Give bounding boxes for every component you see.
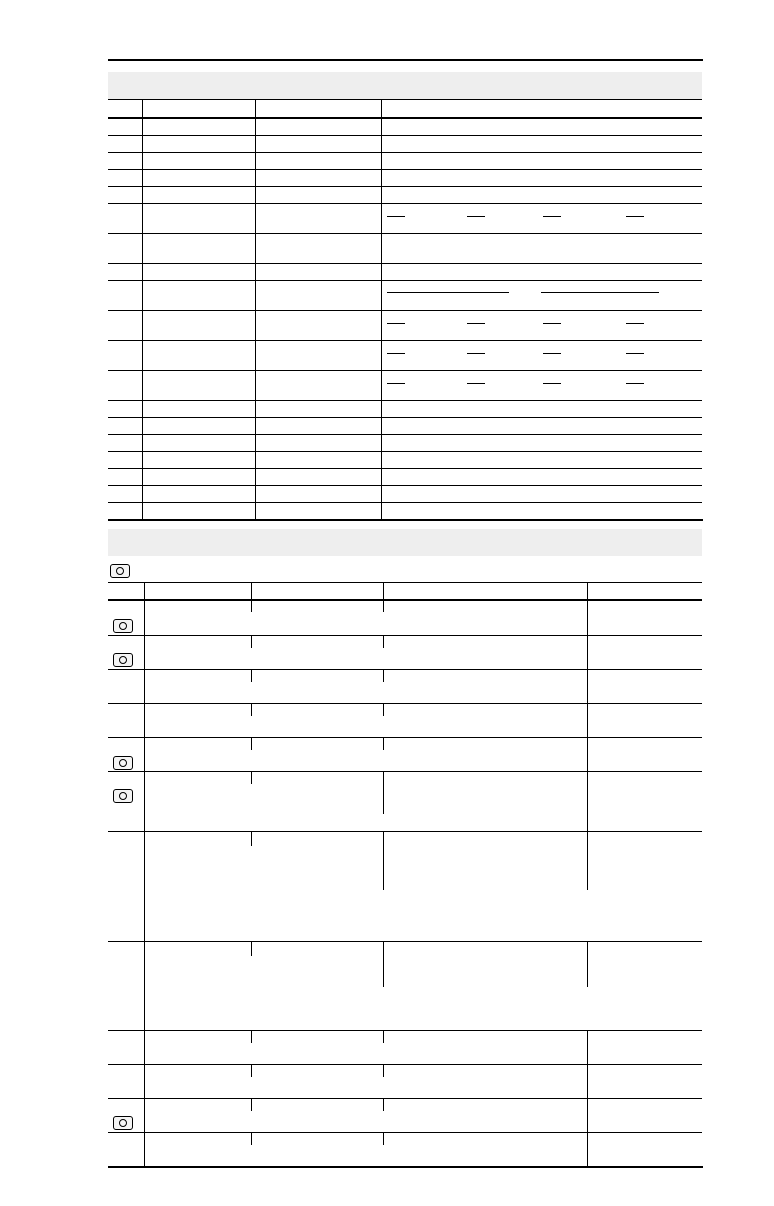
table-1-row-line [108,186,702,187]
table-1-row-line [108,417,702,418]
table-1-col-divider [255,99,256,519]
blank-underline [543,353,561,354]
table-2-header-divider [587,582,588,599]
table-1-header-bottom [108,117,702,119]
table-2-cell-tick [251,1132,252,1145]
table-2-header-divider [144,582,145,599]
table-2-cell-divider [587,771,588,831]
table-1-row-line [108,451,702,452]
table-2-cell-tick [383,1064,384,1077]
table-2-bottom-rule [108,1166,703,1168]
table-2-cell-tick [251,1030,252,1043]
table-2-row-line [108,703,702,704]
table-2-row-line [108,941,702,942]
gear-icon [113,789,133,803]
table-2-col-divider [144,599,145,1167]
table-1-row-line [108,310,702,311]
table-2-row-line [108,737,702,738]
table-2-cell-tick [251,737,252,750]
blank-underline [467,323,485,324]
blank-underline [467,353,485,354]
table-1-row-line [108,370,702,371]
blank-underline [626,353,644,354]
table-2-cell-divider [383,771,384,814]
table-2-row-line [108,635,702,636]
blank-underline [543,216,561,217]
table-1-row-line [108,468,702,469]
gear-icon [113,1116,133,1130]
gear-icon [110,564,130,578]
table-1-row-line [108,263,702,264]
table-2-row-line [108,831,702,832]
blank-underline [543,383,561,384]
table-2-cell-divider [383,941,384,987]
table-2-cell-divider [383,831,384,890]
table-2-header-bottom [108,599,702,601]
table-2-cell-divider [587,703,588,737]
table-2-cell-tick [383,1132,384,1145]
table-2-cell-tick [383,1030,384,1043]
table-2-cell-tick [251,771,252,784]
gear-icon [113,756,133,770]
table-2-cell-tick [251,669,252,682]
table-2-cell-divider [587,1030,588,1064]
table-2-cell-divider [587,669,588,703]
table-2-header-divider [383,582,384,599]
table-2-cell-divider [587,1132,588,1166]
blank-underline-long [387,292,509,293]
blank-underline [543,323,561,324]
table-2-row-line [108,669,702,670]
table-1-row-line [108,502,702,503]
table-2-cell-tick [383,635,384,648]
blank-underline [626,216,644,217]
blank-underline [626,383,644,384]
table-1-row-line [108,340,702,341]
table-2-cell-divider [587,599,588,635]
table-2-cell-divider [587,635,588,669]
table-2-cell-divider [587,831,588,890]
table-1-row-line [108,203,702,204]
table-2-cell-tick [383,669,384,682]
gear-icon [113,653,133,667]
table-2-cell-tick [251,831,252,846]
table-2-cell-tick [251,1064,252,1077]
table-2-cell-tick [383,599,384,612]
table-2-cell-tick [251,703,252,716]
table-2-row-line [108,771,702,772]
section-1-header-band [108,72,702,99]
table-2-cell-divider [587,1064,588,1098]
table-2-row-line [108,1132,702,1133]
table-2-cell-tick [383,703,384,716]
table-1-row-line [108,233,702,234]
page-top-rule [108,59,703,61]
blank-underline-long [541,292,659,293]
table-2-cell-divider [587,737,588,771]
table-2-cell-divider [587,941,588,987]
blank-underline [387,323,405,324]
gear-icon [113,619,133,633]
table-1-row-line [108,135,702,136]
table-2-cell-tick [251,599,252,612]
table-2-row-line [108,1064,702,1065]
table-1-header-top [108,99,702,100]
blank-underline [467,383,485,384]
table-2-cell-tick [383,737,384,750]
table-2-cell-divider [587,1098,588,1132]
table-2-cell-tick [383,1098,384,1111]
table-2-row-line [108,1098,702,1099]
blank-underline [387,353,405,354]
section-2-header-band [108,529,702,556]
table-1-col-divider [381,99,382,519]
blank-underline [387,216,405,217]
table-1-row-line [108,169,702,170]
blank-underline [387,383,405,384]
table-1-row-line [108,152,702,153]
table-1-row-line [108,434,702,435]
table-1-bottom-rule [108,519,703,521]
table-1-col-divider [142,99,143,519]
table-2-row-line [108,1030,702,1031]
blank-underline [626,323,644,324]
table-1-row-line [108,400,702,401]
table-1-row-line [108,485,702,486]
table-2-cell-tick [251,1098,252,1111]
table-2-cell-tick [251,635,252,648]
table-2-cell-tick [251,941,252,956]
blank-underline [467,216,485,217]
table-2-header-top [108,582,702,583]
table-1-row-line [108,280,702,281]
table-2-header-divider [251,582,252,599]
